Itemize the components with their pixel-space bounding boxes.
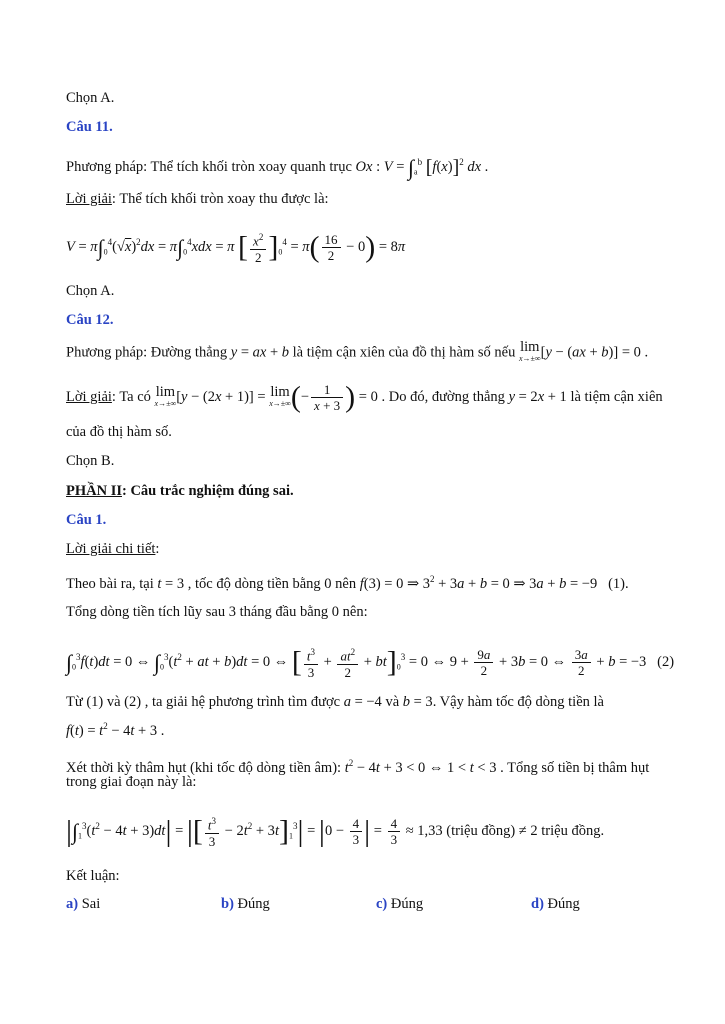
cau-12-solution: Lời giải: Ta có lim x→±∞ [y − (2x + 1)] = lim x→±∞ (− $\frac{1}{x + 3}$ ) = 0 . Do đó, đường thẳng y = 2x + 1 là tiệm cận xiên (66, 380, 663, 414)
cau-11-formula: $V = \pi\int_0^4(√x)^2dx = \pi\int_0^4xdx = \pi$ [ $\frac{x^2}{2}$ ]$_0^4 = \pi$( $\frac{16}{2}$ − 0) = 8π (66, 230, 406, 265)
phan-2-heading: PHẦN II: Câu trắc nghiệm đúng sai. (66, 483, 294, 499)
equation-2: $\int_0^3f(t)dt = 0$ ⇔ $\int_0^3(t^2$ + at + b)dt = 0 ⇔ [ $\frac{t^3}{3}$ + $\frac{at^2}{2}$ + $bt]_0^3 = 0$ ⇔ 9 + $\frac{9a}{2}$ + 3b = 0 ⇔ $\frac{3a}{2}$ + b = −3 (2) (66, 645, 675, 680)
cau-12-method: Phương pháp: Đường thẳng y = ax + b là tiệm cận xiên của đồ thị hàm số nếu lim x→±∞ [y − (ax + b)] = 0 . (66, 339, 649, 363)
cau-11-heading: Câu 11. (66, 119, 113, 135)
deficit-formula: $|\int_1^3(t^2 - 4t + 3)dt|$ = |[ $\frac{t^3}{3}$ − $2t^2 + 3t]_1^3| = |0$ − $\frac{4}{3}$ | = $\frac{4}{3}$ ≈ 1,33 (triệu đồng) ≠ 2 triệu đồng. (66, 814, 605, 849)
theo-bai-line: Theo bài ra, tại t = 3 , tốc độ dòng tiền bằng 0 nên f(3) = 0 ⇒ $3^2 + 3a + b = 0$ ⇒ 3a + b = −9 (1). (66, 574, 629, 592)
tong-dong-line: Tổng dòng tiền tích lũy sau 3 tháng đầu bằng 0 nên: (66, 604, 368, 620)
answer-b: b) Đúng (221, 896, 270, 912)
cau-11-solution-intro: Lời giải: Thể tích khối tròn xoay thu được là: (66, 191, 329, 207)
detailed-solution-label: Lời giải chi tiết: (66, 541, 160, 557)
cau-12-heading: Câu 12. (66, 312, 114, 328)
cau-12-solution-cont: của đồ thị hàm số. (66, 424, 172, 440)
xet-line-2: trong giai đoạn này là: (66, 774, 197, 790)
xet-line: Xét thời kỳ thâm hụt (khi tốc độ dòng tiền âm): $t^2 - 4t + 3 < 0$ ⇔ 1 < t < 3 . Tổng số tiền bị thâm hụt (66, 758, 650, 776)
chon-b: Chọn B. (66, 453, 115, 469)
ket-luan: Kết luận: (66, 868, 120, 884)
answer-a: a) Sai (66, 896, 101, 912)
tu-1-2-line: Từ (1) và (2) , ta giải hệ phương trình tìm được a = −4 và b = 3. Vậy hàm tốc độ dòng tiền là (66, 694, 604, 710)
cau-1-heading: Câu 1. (66, 512, 107, 528)
chon-a-1: Chọn A. (66, 90, 115, 106)
answer-d: d) Đúng (531, 896, 580, 912)
chon-a-2: Chọn A. (66, 283, 115, 299)
cau-11-method: Phương pháp: Thể tích khối tròn xoay quanh trục Ox : $V = \int_a^b$ $[f(x)]^2$ dx . (66, 154, 489, 180)
answer-c: c) Đúng (376, 896, 424, 912)
function-result: $f(t) = t^2 - 4t + 3$ . (66, 721, 165, 739)
